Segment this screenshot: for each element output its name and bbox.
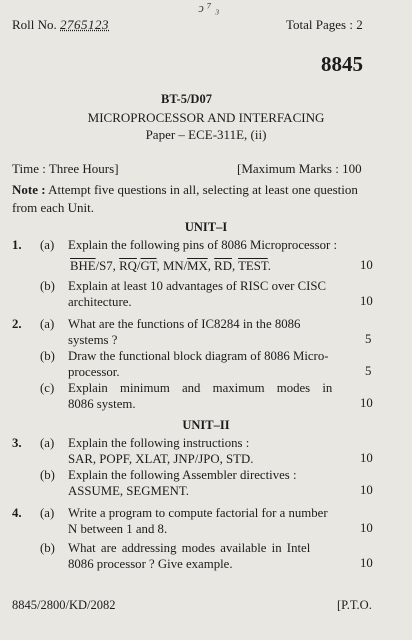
maximum-marks: [Maximum Marks : 100 — [237, 161, 362, 176]
q3a-marks: 10 — [360, 451, 373, 465]
q2a-marks: 5 — [365, 332, 372, 346]
unit-1-heading: UNIT–I — [184, 220, 228, 234]
q1-number: 1. — [12, 238, 22, 252]
q2b-text-line2: processor. — [68, 365, 120, 379]
note-label: Note : — [12, 182, 46, 197]
handwritten-scribble: ↄ ⁷ ₃ — [198, 0, 220, 15]
q1a-pins: $\overline{BHE}/S7$, $\overline{RQ}/\overline{GT}$, $MN/\overline{MX}$, $\overline{RD}$, TEST. — [70, 259, 271, 273]
footer-code: 8845/2800/KD/2082 — [12, 598, 116, 612]
q4a-text-line1: Write a program to compute factorial for a number — [68, 506, 328, 520]
q4b-text-line2: 8086 processor ? Give example. — [68, 557, 233, 571]
q2a-text-line2: systems ? — [68, 333, 118, 347]
pin-mx: $\overline{MX}$ — [187, 259, 208, 273]
q3b-text-line2: ASSUME, SEGMENT. — [68, 484, 189, 498]
q2b-marks: 5 — [365, 364, 372, 378]
pin-bhe: $\overline{BHE}$ — [70, 259, 96, 273]
page-turn-over: [P.T.O. — [337, 598, 372, 612]
q3a-text-line1: Explain the following instructions : — [68, 436, 250, 450]
q4a-marks: 10 — [360, 521, 373, 535]
q2a-label: (a) — [40, 317, 55, 331]
pin-test: TEST — [238, 259, 268, 273]
roll-value: 2765123 — [60, 17, 110, 32]
total-pages: Total Pages : 2 — [286, 17, 363, 32]
q2c-text-line2: 8086 system. — [68, 397, 136, 411]
q1b-text-line2: architecture. — [68, 295, 132, 309]
q1a-label: (a) — [40, 238, 55, 252]
q1b-label: (b) — [40, 279, 55, 293]
q3b-marks: 10 — [360, 483, 373, 497]
q1b-marks: 10 — [360, 294, 373, 308]
q3-number: 3. — [12, 436, 22, 450]
time-allowed: Time : Three Hours] — [12, 161, 119, 176]
q3a-text-line2: SAR, POPF, XLAT, JNP/JPO, STD. — [68, 452, 254, 466]
q4-number: 4. — [12, 506, 22, 520]
unit-2-heading: UNIT–II — [182, 418, 230, 432]
q1a-marks: 10 — [360, 258, 373, 272]
q2a-text-line1: What are the functions of IC8284 in the 8086 — [68, 317, 301, 331]
roll-label: Roll No. — [12, 17, 57, 32]
q4b-label: (b) — [40, 541, 55, 555]
pin-rd: $\overline{RD}$ — [214, 259, 232, 273]
q2-number: 2. — [12, 317, 22, 331]
q3a-label: (a) — [40, 436, 55, 450]
q2b-text-line1: Draw the functional block diagram of 8086 Micro- — [68, 349, 329, 363]
instructions-note — [12, 181, 382, 217]
pin-rq: $\overline{RQ}$ — [119, 259, 137, 273]
paper-subtitle: Paper – ECE-311E, (ii) — [145, 127, 267, 142]
q4b-marks: 10 — [360, 556, 373, 570]
course-code: BT-5/D07 — [161, 92, 212, 106]
q1a-text: Explain the following pins of 8086 Microprocessor : — [68, 238, 338, 252]
q3b-text-line1: Explain the following Assembler directives : — [68, 468, 297, 482]
q4b-text-line1: What are addressing modes available in Intel — [68, 541, 311, 555]
paper-title: MICROPROCESSOR AND INTERFACING — [87, 110, 325, 125]
q2c-label: (c) — [40, 381, 55, 395]
roll-number — [12, 17, 109, 33]
q3b-label: (b) — [40, 468, 55, 482]
pin-gt: $\overline{GT}$ — [140, 259, 157, 273]
q2b-label: (b) — [40, 349, 55, 363]
q4a-text-line2: N between 1 and 8. — [68, 522, 168, 536]
q4a-label: (a) — [40, 506, 55, 520]
q2c-marks: 10 — [360, 396, 373, 410]
q1b-text-line1: Explain at least 10 advantages of RISC over CISC — [68, 279, 327, 293]
note-text: Attempt five questions in all, selecting at least one question from each Unit. — [12, 182, 358, 215]
q2c-text-line1: Explain minimum and maximum modes in — [68, 381, 333, 395]
paper-code: 8845 — [321, 52, 363, 76]
